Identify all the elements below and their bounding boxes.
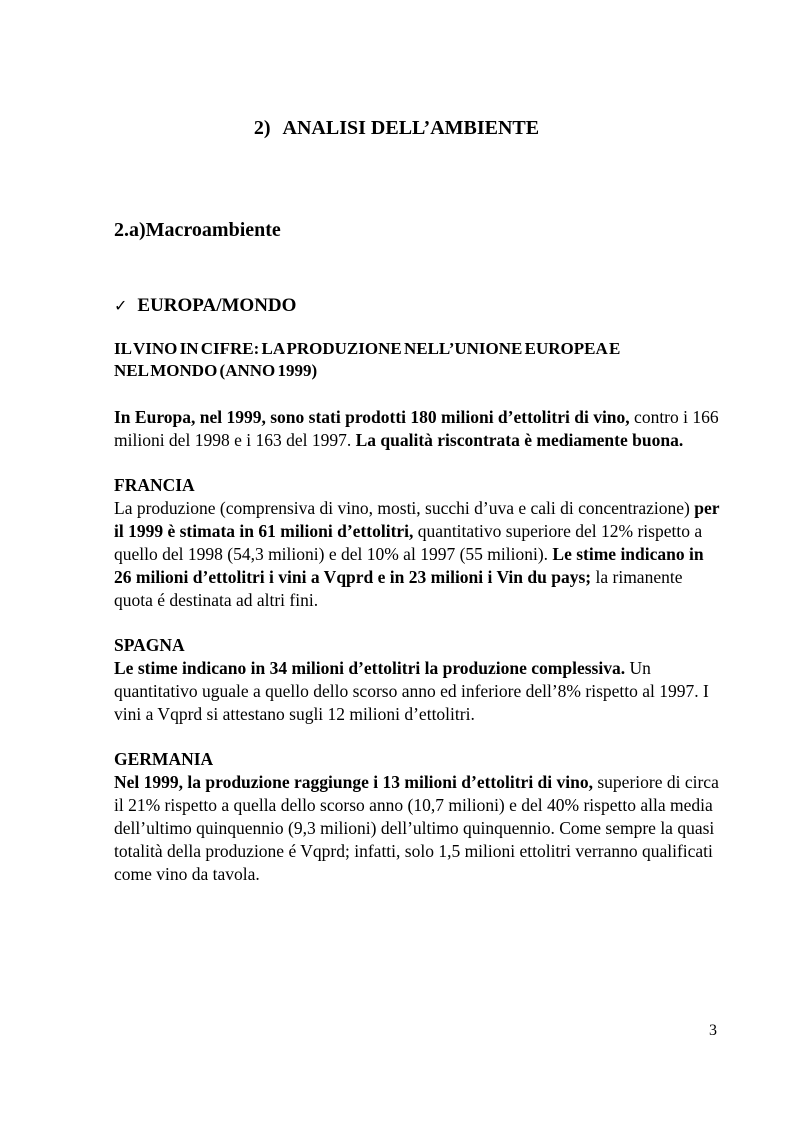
intro-bold-2: La qualità riscontrata è mediamente buona. <box>355 430 684 450</box>
spagna-bold-1: Le stime indicano in 34 milioni d’ettolitri la produzione complessiva. <box>114 658 626 678</box>
francia-bold-2: Le stime indicano in 26 milioni d’ettolitri i vini a Vqprd e in 23 milioni i Vin du pays; <box>114 544 704 587</box>
spagna-text-1: Un quantitativo uguale a quello dello scorso anno ed inferiore dell’8% rispetto al 1997. I vini a Vqprd si attestano sugli 12 milioni d’ettolitri. <box>114 658 709 724</box>
subheading-line-2: NEL MONDO (ANNO 1999) <box>114 361 318 380</box>
intro-bold-1: In Europa, nel 1999, sono stati prodotti 180 milioni d’ettolitri di vino, <box>114 407 630 427</box>
spagna-paragraph <box>114 634 724 726</box>
francia-text-3: la rimanente quota é destinata ad altri fini. <box>114 567 683 610</box>
chapter-number: 2) <box>253 117 271 139</box>
page-number: 3 <box>709 1022 717 1039</box>
germania-bold-1: Nel 1999, la produzione raggiunge i 13 milioni d’ettolitri di vino, <box>114 772 593 792</box>
checklist-heading <box>114 292 724 320</box>
subheading-line-1: IL VINO IN CIFRE: LA PRODUZIONE NELL’UNIONE EUROPEA E <box>114 339 621 358</box>
section-title: 2.a)Macroambiente <box>114 219 281 241</box>
francia-text-1: La produzione (comprensiva di vino, mosti, succhi d’uva e cali di concentrazione) <box>114 498 695 518</box>
chapter-title-text: ANALISI DELL’AMBIENTE <box>282 117 540 139</box>
checklist-label: EUROPA/MONDO <box>137 295 297 316</box>
francia-bold-1: per il 1999 è stimata in 61 milioni d’ettolitri, <box>114 498 720 541</box>
francia-paragraph <box>114 474 724 612</box>
checkmark-icon: ✓ <box>114 296 128 315</box>
francia-heading: FRANCIA <box>114 475 195 495</box>
intro-text-1: contro i 166 milioni del 1998 e i 163 del 1997. <box>114 407 719 450</box>
francia-text-2: quantitativo superiore del 12% rispetto a quello del 1998 (54,3 milioni) e del 10% al 1997 (55 milioni). <box>114 521 703 564</box>
germania-paragraph <box>114 748 724 886</box>
chapter-title <box>0 117 793 140</box>
intro-paragraph <box>114 406 724 452</box>
germania-heading: GERMANIA <box>114 749 214 769</box>
content-body <box>114 214 724 908</box>
article-subheading <box>114 338 724 382</box>
spagna-heading: SPAGNA <box>114 635 185 655</box>
germania-text-1: superiore di circa il 21% rispetto a quella dello scorso anno (10,7 milioni) e del 40% rispetto alla media dell’ultimo quinquennio (9,3 milioni) dell’ultimo quinquennio. Come sempre la quasi totalità della produzione é Vqprd; infatti, solo 1,5 milioni ettolitri verranno qualificati come vino da tavola. <box>114 772 719 884</box>
